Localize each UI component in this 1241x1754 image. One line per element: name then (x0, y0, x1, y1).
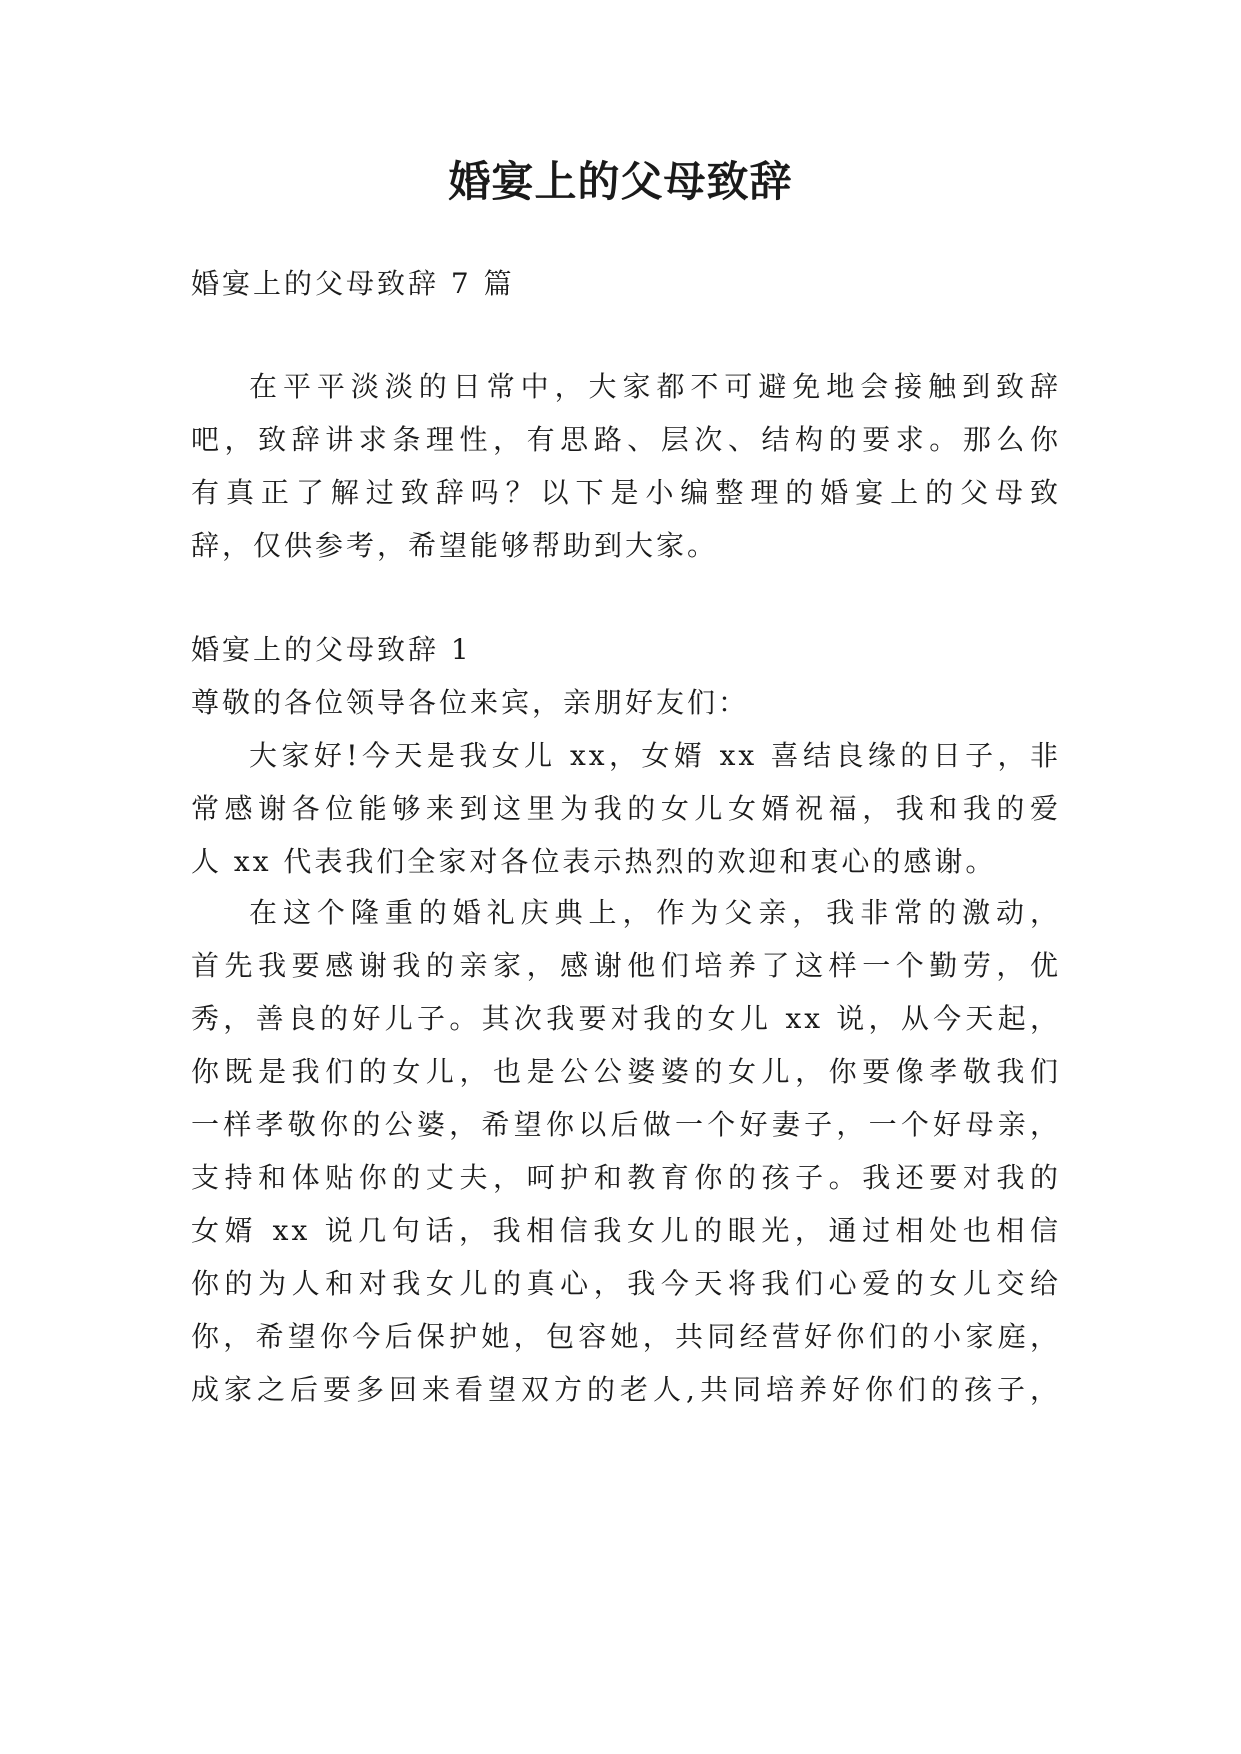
paragraph-line: 首先我要感谢我的亲家，感谢他们培养了这样一个勤劳，优 (191, 949, 1061, 982)
intro-line: 吧，致辞讲求条理性，有思路、层次、结构的要求。那么你 (191, 423, 1061, 456)
paragraph-line: 一样孝敬你的公婆，希望你以后做一个好妻子，一个好母亲， (191, 1108, 1061, 1141)
intro-line: 有真正了解过致辞吗？以下是小编整理的婚宴上的父母致 (191, 476, 1061, 509)
salutation: 尊敬的各位领导各位来宾，亲朋好友们： (191, 686, 750, 719)
document-subtitle: 婚宴上的父母致辞 7 篇 (191, 267, 515, 300)
intro-line: 辞，仅供参考，希望能够帮助到大家。 (191, 529, 719, 562)
intro-line: 在平平淡淡的日常中，大家都不可避免地会接触到致辞 (249, 370, 1061, 403)
paragraph-line: 人 xx 代表我们全家对各位表示热烈的欢迎和衷心的感谢。 (191, 845, 997, 878)
paragraph-line: 秀，善良的好儿子。其次我要对我的女儿 xx 说，从今天起， (191, 1002, 1061, 1035)
paragraph-line: 在这个隆重的婚礼庆典上，作为父亲，我非常的激动， (249, 896, 1061, 929)
document-title: 婚宴上的父母致辞 (448, 157, 793, 206)
paragraph-line: 你的为人和对我女儿的真心，我今天将我们心爱的女儿交给 (191, 1267, 1061, 1300)
paragraph-line: 你既是我们的女儿，也是公公婆婆的女儿，你要像孝敬我们 (191, 1055, 1061, 1088)
paragraph-line: 大家好!今天是我女儿 xx，女婿 xx 喜结良缘的日子，非 (249, 739, 1061, 772)
paragraph-line: 成家之后要多回来看望双方的老人,共同培养好你们的孩子， (191, 1373, 1061, 1406)
section-heading: 婚宴上的父母致辞 1 (191, 633, 472, 666)
paragraph-line: 你，希望你今后保护她，包容她，共同经营好你们的小家庭， (191, 1320, 1061, 1353)
paragraph-line: 女婿 xx 说几句话，我相信我女儿的眼光，通过相处也相信 (191, 1214, 1061, 1247)
paragraph-line: 支持和体贴你的丈夫，呵护和教育你的孩子。我还要对我的 (191, 1161, 1061, 1194)
paragraph-line: 常感谢各位能够来到这里为我的女儿女婿祝福，我和我的爱 (191, 792, 1061, 825)
